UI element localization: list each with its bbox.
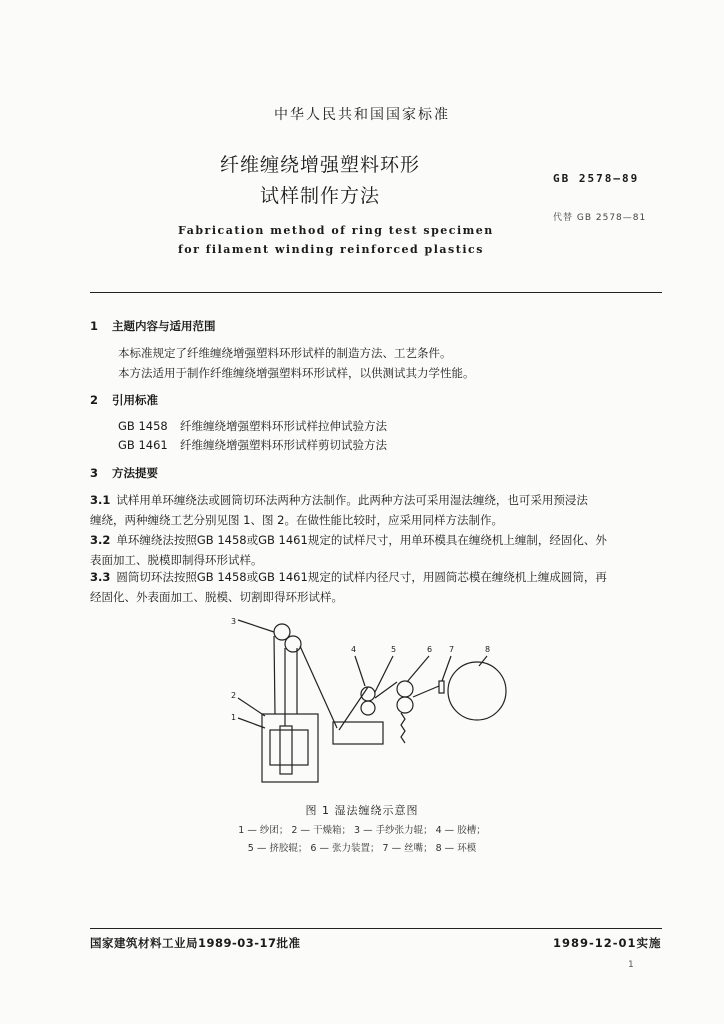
- clause-number: 3.2: [90, 533, 111, 547]
- reference-code: GB 1461: [118, 438, 168, 452]
- clause-3-2: [90, 530, 665, 570]
- approval-date: 国家建筑材料工业局1989-03-17批准: [90, 936, 301, 950]
- clause-text-line2: 表面加工、脱模即制得环形试样。: [90, 553, 263, 567]
- reference-code: GB 1458: [118, 419, 168, 433]
- ring-mandrel: [448, 662, 506, 720]
- document-title-line1: 纤维缠绕增强塑料环形: [219, 154, 420, 176]
- figure-label-5: 5: [391, 645, 397, 654]
- figure-label-7: 7: [449, 645, 455, 654]
- page-number: 1: [628, 960, 634, 970]
- tension-spring: [401, 713, 405, 743]
- clause-text-line2: 经固化、外表面加工、脱模、切割即得环形试样。: [90, 590, 343, 604]
- wet-winding-schematic: [225, 618, 510, 788]
- clause-3-3: [90, 567, 665, 607]
- figure-label-2: 2: [231, 691, 237, 700]
- bobbin: [280, 726, 292, 774]
- figure-legend-line2: 5 — 挤胶辊； 6 — 张力装置； 7 — 丝嘴； 8 — 环模: [247, 843, 477, 854]
- english-title-line2: for filament winding reinforced plastics: [178, 243, 484, 256]
- section-1-heading: [90, 318, 216, 334]
- clause-text-line1: 单环缠绕法按照GB 1458或GB 1461规定的试样尺寸，用单环模具在缠绕机上缠制，经固化、外: [116, 533, 607, 547]
- section-title: 引用标准: [112, 393, 158, 407]
- clause-number: 3.1: [90, 493, 111, 507]
- section-number: 3: [90, 466, 99, 480]
- section-1-paragraph-1: 本标准规定了纤维缠绕增强塑料环形试样的制造方法、工艺条件。: [118, 346, 452, 360]
- clause-text-line1: 试样用单环缠绕法或圆筒切环法两种方法制作。此两种方法可采用湿法缠绕，也可采用预浸法: [116, 493, 588, 507]
- figure-label-1: 1: [231, 713, 237, 722]
- section-number: 2: [90, 393, 99, 407]
- tension-roller: [285, 636, 301, 652]
- figure-caption: 图 1 湿法缠绕示意图: [305, 804, 419, 817]
- standard-code: GB 2578—89: [553, 172, 640, 185]
- tension-device-roller: [397, 697, 413, 713]
- english-title-line1: Fabrication method of ring test specimen: [178, 224, 494, 237]
- reference-title: 纤维缠绕增强塑料环形试样拉伸试验方法: [180, 419, 387, 433]
- document-title-line2: 试样制作方法: [259, 185, 380, 207]
- section-number: 1: [90, 319, 99, 333]
- implementation-date: 1989-12-01实施: [553, 936, 662, 950]
- section-1-paragraph-2: 本方法适用于制作纤维缠绕增强塑料环形试样，以供测试其力学性能。: [118, 366, 475, 380]
- tension-device-roller: [397, 681, 413, 697]
- issuing-organization: 中华人民共和国国家标准: [274, 107, 450, 123]
- figure-legend-line1: 1 — 纱团； 2 — 干燥箱； 3 — 手纱张力辊； 4 — 胶槽；: [238, 825, 486, 836]
- replaces-standard: 代替 GB 2578—81: [553, 213, 647, 223]
- section-title: 主题内容与适用范围: [112, 319, 216, 333]
- reference-item: [118, 418, 387, 434]
- clause-number: 3.3: [90, 570, 111, 584]
- figure-label-4: 4: [351, 645, 357, 654]
- reference-item: [118, 437, 387, 453]
- bobbin-housing: [270, 730, 308, 765]
- squeeze-roller: [361, 701, 375, 715]
- clause-text-line2: 缠绕，两种缠绕工艺分别见图 1、图 2。在做性能比较时，应采用同样方法制作。: [90, 513, 503, 527]
- resin-bath: [333, 722, 383, 744]
- header-divider: [90, 292, 662, 293]
- clause-text-line1: 圆筒切环法按照GB 1458或GB 1461规定的试样内径尺寸，用圆筒芯模在缠绕机上缠成圆筒，再: [116, 570, 607, 584]
- figure-label-3: 3: [231, 618, 237, 626]
- figure-label-8: 8: [485, 645, 491, 654]
- clause-3-1: [90, 490, 665, 530]
- section-title: 方法提要: [112, 466, 158, 480]
- footer-divider: [90, 928, 662, 929]
- section-3-heading: [90, 465, 158, 481]
- guide-eye: [439, 681, 444, 693]
- section-2-heading: [90, 392, 158, 408]
- figure-label-6: 6: [427, 645, 433, 654]
- reference-title: 纤维缠绕增强塑料环形试样剪切试验方法: [180, 438, 387, 452]
